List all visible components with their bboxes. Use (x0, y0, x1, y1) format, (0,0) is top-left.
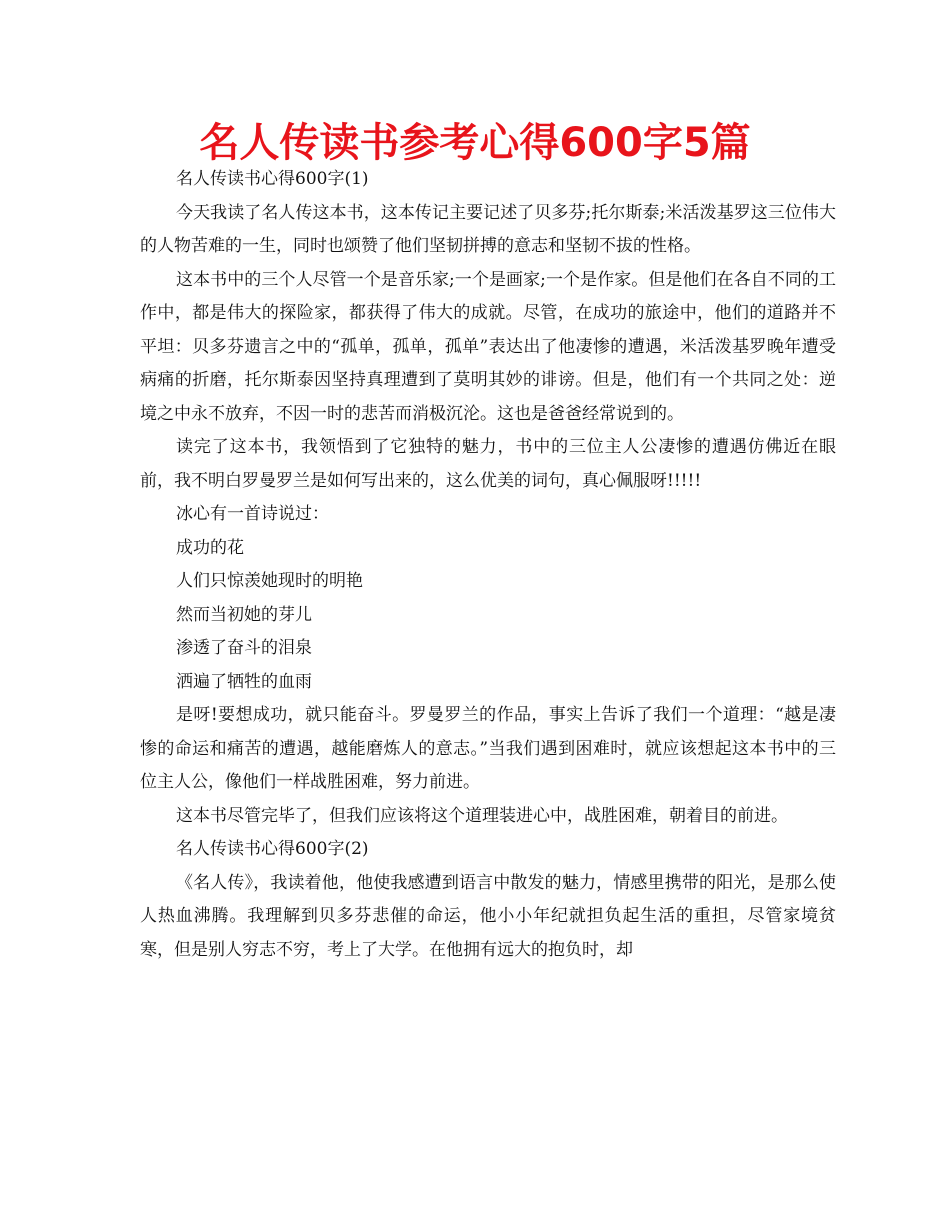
document-title: 名人传读书参考心得600字5篇 (199, 120, 751, 166)
paragraph: 洒遍了牺牲的血雨 (176, 671, 312, 692)
paragraph: 人们只惊羡她现时的明艳 (176, 571, 363, 591)
paragraph: 名人传读书心得600字(2) (176, 839, 369, 859)
paragraph: 《名人传》，我读着他，他使我感遭到语言中散发的魅力，情感里携带的阳光，是那么使人热血沸腾。我理解到贝多芬悲催的命运，他小小年纪就担负起生活的重担，尽管家境贫寒，但是别人穷志不穷，考上了大学。在他拥有远大的抱负时，却 (140, 872, 836, 960)
paragraph: 读完了这本书，我领悟到了它独特的魅力，书中的三位主人公凄惨的遭遇仿佛近在眼前，我不明白罗曼罗兰是如何写出来的，这么优美的词句，真心佩服呀!!!!! (140, 437, 836, 491)
paragraph: 冰心有一首诗说过： (176, 504, 329, 524)
paragraph: 名人传读书心得600字(1) (176, 169, 369, 189)
paragraph: 今天我读了名人传这本书，这本传记主要记述了贝多芬;托尔斯泰;米活泼基罗这三位伟大的人物苦难的一生，同时也颂赞了他们坚韧拼搏的意志和坚韧不拔的性格。 (140, 202, 836, 256)
paragraph: 渗透了奋斗的泪泉 (176, 638, 312, 658)
paragraph: 然而当初她的芽儿 (176, 604, 312, 625)
document-body (140, 163, 836, 967)
paragraph: 成功的花 (176, 537, 244, 558)
paragraph: 这本书中的三个人尽管一个是音乐家;一个是画家;一个是作家。但是他们在各自不同的工作中，都是伟大的探险家，都获得了伟大的成就。尽管，在成功的旅途中，他们的道路并不平坦：贝多芬遗言之中的“孤单，孤单，孤单”表达出了他凄惨的遭遇，米活泼基罗晚年遭受病痛的折磨，托尔斯泰因坚持真理遭到了莫明其妙的诽谤。但是，他们有一个共同之处：逆境之中永不放弃，不因一时的悲苦而消极沉沦。这也是爸爸经常说到的。 (140, 269, 836, 424)
paragraph: 是呀!要想成功，就只能奋斗。罗曼罗兰的作品，事实上告诉了我们一个道理：“越是凄惨的命运和痛苦的遭遇，越能磨炼人的意志。”当我们遇到困难时，就应该想起这本书中的三位主人公，像他们一样战胜困难，努力前进。 (140, 705, 836, 792)
paragraph: 这本书尽管完毕了，但我们应该将这个道理装进心中，战胜困难，朝着目的前进。 (176, 805, 788, 826)
